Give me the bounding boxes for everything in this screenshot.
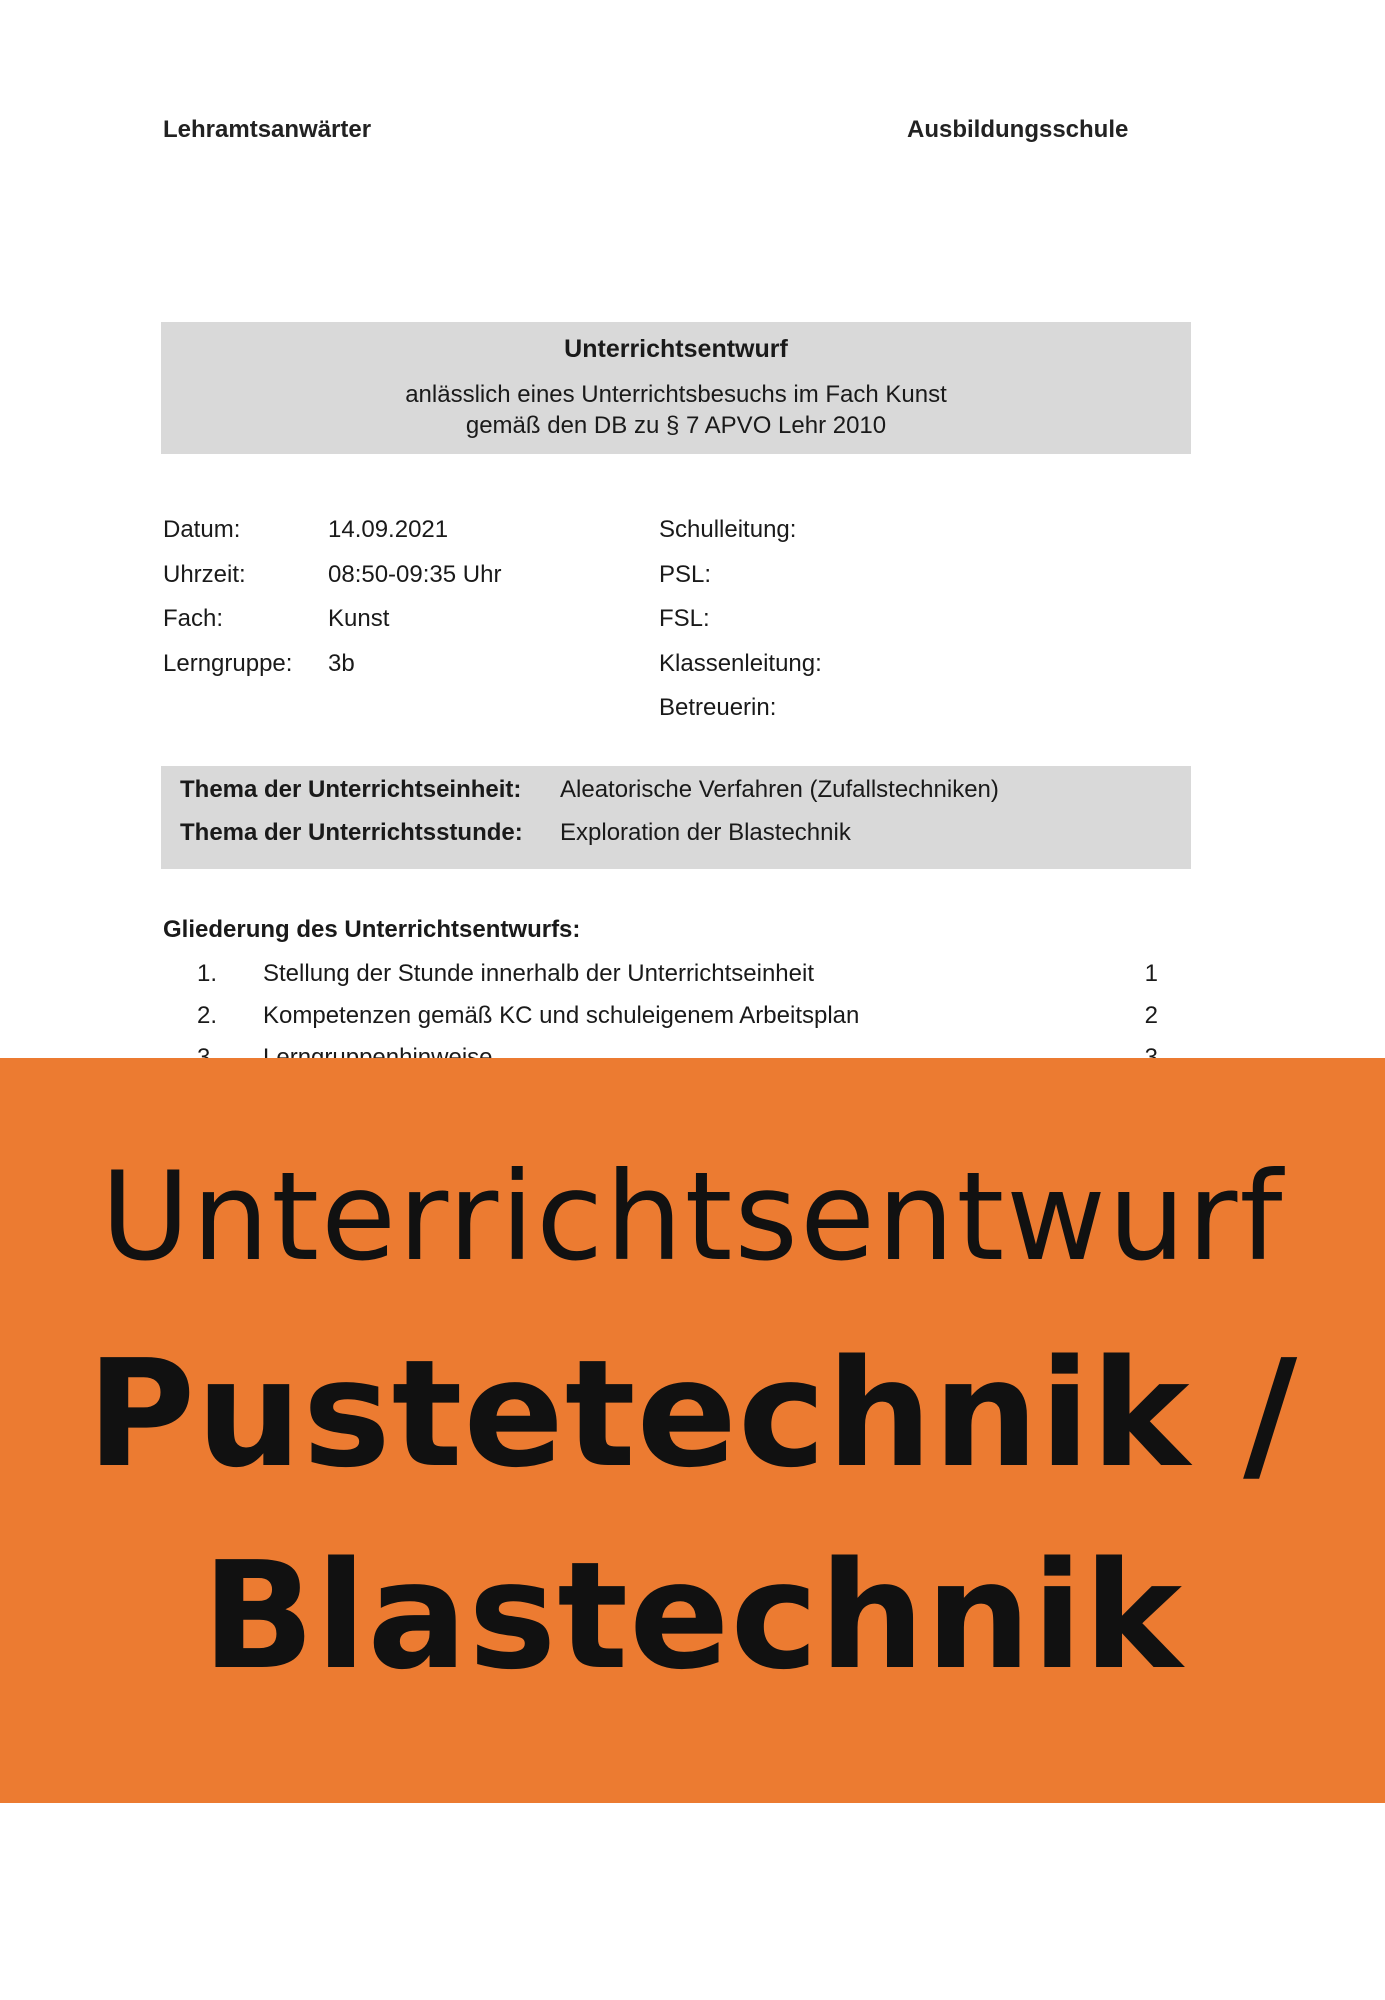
- theme-unit-row: [180, 770, 999, 810]
- list-item: [163, 953, 1193, 995]
- theme-lesson-value: Exploration der Blastechnik: [560, 819, 851, 846]
- list-item: [163, 995, 1193, 1037]
- role-fsl: FSL:: [659, 605, 710, 632]
- theme-unit-value: Aleatorische Verfahren (Zufallstechniken): [560, 776, 999, 803]
- theme-lesson-row: [180, 813, 851, 853]
- info-values: [328, 508, 501, 686]
- banner-subtitle-line-2: Blastechnik: [201, 1530, 1184, 1702]
- banner-title: Unterrichtsentwurf: [100, 1146, 1285, 1288]
- info-labels: [163, 508, 292, 686]
- role-supervisor: Betreuerin:: [659, 694, 777, 721]
- banner-subtitle-line-1: Pustetechnik /: [86, 1328, 1299, 1500]
- subtitle-line-2: gemäß den DB zu § 7 APVO Lehr 2010: [465, 412, 887, 439]
- info-value-group: 3b: [328, 649, 355, 677]
- role-psl: PSL:: [659, 560, 712, 588]
- outline-item-number: 2.: [197, 1002, 218, 1029]
- outline-item-text: Stellung der Stunde innerhalb der Unterrichtseinheit: [263, 960, 815, 987]
- outline-item-text: Kompetenzen gemäß KC und schuleigenem Arbeitsplan: [263, 1002, 860, 1029]
- info-value-time: 08:50-09:35 Uhr: [328, 560, 502, 588]
- subtitle-line-1: anlässlich eines Unterrichtsbesuchs im Fach Kunst: [405, 381, 947, 408]
- header-trainee-label: Lehramtsanwärter: [163, 116, 372, 143]
- theme-box: [161, 766, 1191, 869]
- info-value-subject: Kunst: [328, 605, 390, 632]
- theme-lesson-label: Thema der Unterrichtsstunde:: [180, 819, 523, 846]
- info-roles: [659, 508, 822, 731]
- outline-item-page: 2: [1144, 1002, 1158, 1029]
- info-value-date: 14.09.2021: [328, 516, 449, 543]
- outline-item-page: 1: [1144, 960, 1158, 987]
- info-label-date: Datum:: [163, 516, 241, 543]
- info-label-subject: Fach:: [163, 605, 224, 632]
- cover-banner: [0, 1058, 1385, 1803]
- info-label-time: Uhrzeit:: [163, 560, 246, 588]
- outline-title: Gliederung des Unterrichtsentwurfs:: [163, 916, 581, 943]
- role-class-teacher: Klassenleitung:: [659, 649, 822, 677]
- theme-unit-label: Thema der Unterrichtseinheit:: [180, 776, 522, 803]
- outline-item-number: 1.: [197, 960, 218, 987]
- document-title: Unterrichtsentwurf: [564, 335, 788, 363]
- role-school-management: Schulleitung:: [659, 516, 797, 543]
- header-school-label: Ausbildungsschule: [907, 116, 1129, 143]
- info-label-group: Lerngruppe:: [163, 649, 293, 677]
- title-box: [161, 322, 1191, 454]
- document-subtitle: [161, 379, 1191, 441]
